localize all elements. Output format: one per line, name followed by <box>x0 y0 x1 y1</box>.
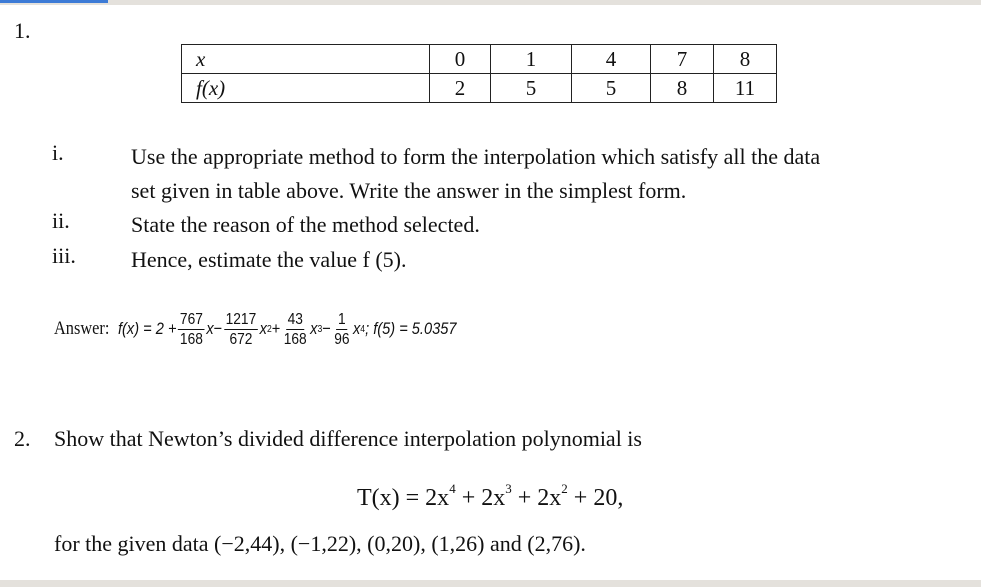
exponent: 4 <box>449 481 456 496</box>
table-cell: x <box>182 45 430 74</box>
answer-sign: − <box>213 319 223 338</box>
formula-part: + 2x <box>511 485 562 511</box>
fraction-numerator: 767 <box>179 310 203 328</box>
table-cell: 8 <box>651 74 714 103</box>
fraction-denominator: 672 <box>229 330 253 348</box>
answer-label: Answer: <box>54 318 110 339</box>
formula-part: + 20, <box>567 485 624 511</box>
exponent: 3 <box>505 481 512 496</box>
answer-var: x <box>259 319 267 338</box>
fraction-denominator: 168 <box>283 330 307 348</box>
fraction-numerator: 1 <box>338 310 346 328</box>
table-cell: 1 <box>491 45 572 74</box>
bottom-border <box>0 580 981 587</box>
formula-part: + 2x <box>455 485 506 511</box>
item-iii-numeral: iii. <box>52 243 76 268</box>
question-2-number: 2. <box>14 426 31 451</box>
given-data-text: for the given data (−2,44), (−1,22), (0,20), (1,26) and (2,76). <box>54 531 586 556</box>
fraction-denominator: 168 <box>179 330 203 348</box>
item-i-numeral: i. <box>52 140 64 165</box>
answer-sign: − <box>322 319 331 338</box>
table-cell: 7 <box>651 45 714 74</box>
fraction-3 <box>282 310 308 349</box>
answer-lhs: f(x) = 2 + <box>117 319 177 338</box>
fraction-1 <box>178 310 204 349</box>
data-table <box>181 44 777 103</box>
exponent: 2 <box>266 323 272 335</box>
item-i-text-line1: Use the appropriate method to form the interpolation which satisfy all the data <box>131 144 821 169</box>
item-ii-text: State the reason of the method selected. <box>131 212 480 237</box>
table-cell: 2 <box>430 74 491 103</box>
question-1-number: 1. <box>14 18 31 43</box>
question-2-statement <box>14 422 642 456</box>
fraction-numerator: 43 <box>287 310 303 328</box>
top-accent-line <box>0 0 108 3</box>
exponent: 4 <box>360 323 366 335</box>
question-2-text: Show that Newton’s divided difference interpolation polynomial is <box>54 426 642 451</box>
item-ii-numeral: ii. <box>52 208 70 233</box>
fraction-4 <box>333 310 352 349</box>
table-row-fx <box>182 74 777 103</box>
item-iii-text: Hence, estimate the value f (5). <box>131 247 407 272</box>
table-row-x <box>182 45 777 74</box>
exponent: 2 <box>561 481 568 496</box>
table-cell: 11 <box>714 74 777 103</box>
table-cell: 8 <box>714 45 777 74</box>
answer-var: x <box>310 319 318 338</box>
table-cell: 4 <box>572 45 651 74</box>
table-cell: 0 <box>430 45 491 74</box>
answer-tail: ; f(5) = 5.0357 <box>365 319 457 338</box>
answer-var: x <box>206 319 214 338</box>
answer-var: x <box>352 319 361 338</box>
fraction-denominator: 96 <box>334 330 350 348</box>
answer-line <box>54 304 457 354</box>
table-cell: 5 <box>491 74 572 103</box>
fraction-numerator: 1217 <box>225 310 257 328</box>
item-i-text-line2: set given in table above. Write the answer in the simplest form. <box>131 178 687 203</box>
fraction-2 <box>224 310 258 349</box>
top-border <box>0 0 981 5</box>
answer-sign: + <box>271 319 281 338</box>
polynomial-formula <box>357 481 623 512</box>
exponent: 3 <box>317 323 323 335</box>
table-cell: f(x) <box>182 74 430 103</box>
formula-part: T(x) = 2x <box>357 485 450 511</box>
table-cell: 5 <box>572 74 651 103</box>
